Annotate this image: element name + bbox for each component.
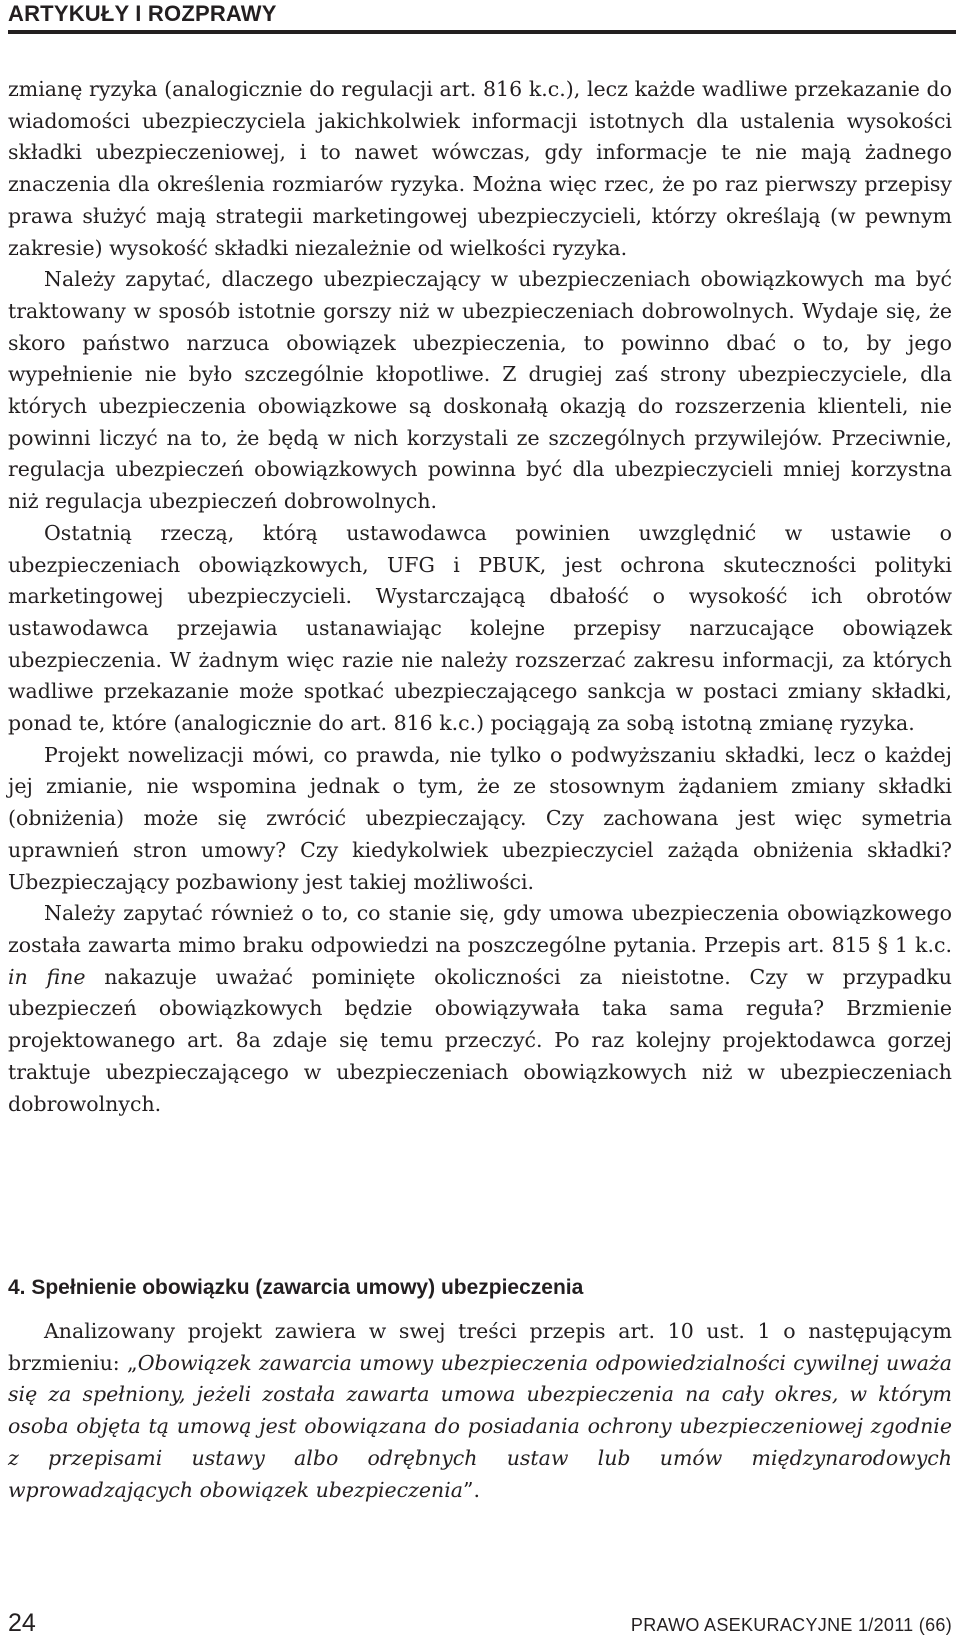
italic-phrase: in fine (8, 964, 86, 989)
journal-footer: PRAWO ASEKURACYJNE 1/2011 (66) (630, 1615, 952, 1635)
paragraph (8, 898, 952, 1120)
paragraph: Ostatnią rzeczą, którą ustawodawca powinien uwzględnić w ustawie o ubezpieczeniach obowiązkowych, UFG i PBUK, jest ochrona skuteczności polityki marketingowej ubezpieczycieli. Wystarczającą dbałość o wysokość ich obrotów ustawodawca przejawia ustanawiając kolejne przepisy narzucające obowiązek ubezpieczenia. W żadnym więc razie nie należy rozszerzać zakresu informacji, za których wadliwe przekazanie może spotkać ubezpieczającego sankcja w postaci zmiany składki, ponad te, które (analogicznie do art. 816 k.c.) pociągają za sobą istotną zmianę ryzyka. (8, 520, 952, 736)
running-head: ARTYKUŁY I ROZPRAWY (8, 1, 277, 26)
page-number: 24 (8, 1609, 36, 1637)
header-rule (8, 30, 956, 34)
paragraph: Projekt nowelizacji mówi, co prawda, nie tylko o podwyższaniu składki, lecz o każdej jej zmianie, nie wspomina jednak o tym, że ze stosownym żądaniem zmiany składki (obniżenia) może się zwrócić ubezpieczający. Czy zachowana jest więc symetria uprawnień stron umowy? Czy kiedykolwiek ubezpieczyciel zażąda obniżenia składki? Ubezpieczający pozbawiony jest takiej możliwości. (8, 742, 952, 894)
paragraph (8, 1316, 952, 1506)
quoted-provision: Obowiązek zawarcia umowy ubezpieczenia odpowiedzialności cywilnej uważa się za spełniony, jeżeli została zawarta umowa ubezpieczenia na cały okres, w którym osoba objęta tą umową jest obowiązana do posiadania ochrony ubezpieczeniowej zgodnie z przepisami ustawy albo odrębnych ustaw lub umów międzynarodowych wprowadzających obowiązek ubezpieczenia (8, 1350, 952, 1502)
paragraph: Należy zapytać, dlaczego ubezpieczający w ubezpieczeniach obowiązkowych ma być traktowany w sposób istotnie gorszy niż w ubezpieczeniach dobrowolnych. Wydaje się, że skoro państwo narzuca obowiązek ubezpieczenia, to powinno dbać o to, by jego wypełnienie nie było szczególnie kłopotliwe. Z drugiej zaś strony ubezpieczyciele, dla których ubezpieczenia obowiązkowe są doskonałą okazją do rozszerzenia klienteli, nie powinni liczyć na to, że będą w nich korzystali ze szczególnych przywilejów. Przeciwnie, regulacja ubezpieczeń obowiązkowych powinna być dla ubezpieczycieli mniej korzystna niż regulacja ubezpieczeń dobrowolnych. (8, 267, 952, 514)
paragraph-text: nakazuje uważać pominięte okoliczności za nieistotne. Czy w przypadku ubezpieczeń obowiązkowych będzie obowiązywała taka sama reguła? Brzmienie projektowanego art. 8a zdaje się temu przeczyć. Po raz kolejny projektodawca gorzej traktuje ubezpieczającego w ubezpieczeniach obowiązkowych niż w ubezpieczeniach dobrowolnych. (8, 964, 952, 1116)
article-body (8, 74, 952, 1120)
paragraph-text: Należy zapytać również o to, co stanie się, gdy umowa ubezpieczenia obowiązkowego została zawarta mimo braku odpowiedzi na poszczególne pytania. Przepis art. 815 § 1 k.c. (8, 901, 952, 957)
paragraph-text: Analizowany projekt zawiera w swej treści przepis art. 10 ust. 1 o następującym brzmieniu: „ (8, 1319, 952, 1375)
paragraph-text: ”. (463, 1477, 481, 1502)
section-body (8, 1316, 952, 1506)
paragraph-continuation: zmianę ryzyka (analogicznie do regulacji art. 816 k.c.), lecz każde wadliwe przekazanie do wiadomości ubezpieczyciela jakichkolwiek informacji istotnych dla ustalenia wysokości składki ubezpieczeniowej, i to nawet wówczas, gdy informacje te nie mają żadnego znaczenia dla określenia rozmiarów ryzyka. Można więc rzec, że po raz pierwszy przepisy prawa służyć mają strategii marketingowej ubezpieczycieli, którzy określają (w pewnym zakresie) wysokość składki niezależnie od wielkości ryzyka. (8, 77, 952, 260)
section-heading: 4. Spełnienie obowiązku (zawarcia umowy) ubezpieczenia (8, 1276, 584, 1299)
